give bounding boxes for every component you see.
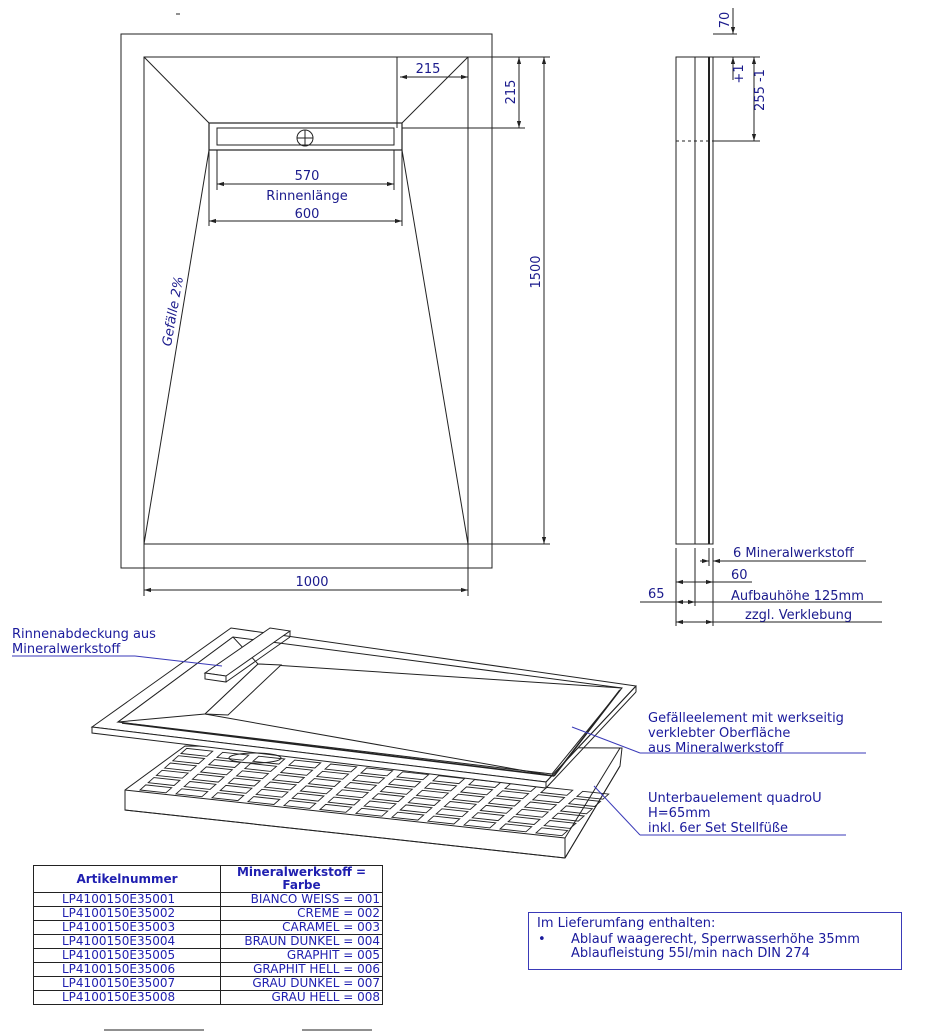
color-code: CARAMEL = 003 (221, 921, 383, 935)
table-row (34, 935, 383, 949)
article-number: LP4100150E35006 (34, 963, 221, 977)
label-slope-element-3: aus Mineralwerkstoff (648, 741, 784, 756)
label-slope: Gefälle 2% (160, 275, 188, 348)
color-code: GRAPHIT = 005 (221, 949, 383, 963)
header-article: Artikelnummer (34, 866, 221, 893)
slope-ridge (144, 150, 209, 544)
parts-table-header (34, 866, 383, 893)
table-row (34, 907, 383, 921)
label-cover-2: Mineralwerkstoff (12, 642, 121, 657)
header-color (221, 866, 383, 893)
dim-channel-570: 570 (294, 169, 320, 184)
header-color-1: Mineralwerkstoff = (236, 865, 367, 879)
label-mineral-6: 6 Mineralwerkstoff (733, 546, 854, 561)
dim-outlet-y: 215 (504, 79, 519, 105)
label-base-3: inkl. 6er Set Stellfüße (648, 821, 789, 836)
label-plus-glue: zzgl. Verklebung (745, 608, 853, 623)
label-slope-element-2: verklebter Oberfläche (648, 726, 791, 741)
article-number: LP4100150E35002 (34, 907, 221, 921)
scope-line-2: Ablaufleistung 55l/min nach DIN 274 (571, 946, 810, 961)
color-code: CREME = 002 (221, 907, 383, 921)
scope-line-1: Ablauf waagerecht, Sperrwasserhöhe 35mm (571, 932, 860, 947)
article-number: LP4100150E35008 (34, 991, 221, 1005)
slope-ridge (402, 150, 468, 544)
label-channel-length: Rinnenlänge (266, 189, 348, 204)
header-color-2: Farbe (282, 878, 321, 892)
table-row (34, 949, 383, 963)
dim-channel-600: 600 (294, 207, 320, 222)
dim-outlet-x: 215 (415, 62, 441, 77)
top-view (121, 14, 550, 596)
dim-side-65: 65 (648, 587, 665, 602)
dim-side-70: 70 (718, 11, 733, 29)
label-slope-element-1: Gefälleelement mit werkseitig (648, 711, 844, 726)
color-code: GRAU HELL = 008 (221, 991, 383, 1005)
parts-table (33, 865, 383, 1005)
article-number: LP4100150E35001 (34, 893, 221, 907)
color-code: GRAU DUNKEL = 007 (221, 977, 383, 991)
label-base-2: H=65mm (648, 806, 711, 821)
article-number: LP4100150E35004 (34, 935, 221, 949)
table-row (34, 963, 383, 977)
dim-side-plus1: +1 (732, 64, 747, 84)
table-row (34, 977, 383, 991)
exploded-view (92, 628, 636, 858)
article-number: LP4100150E35005 (34, 949, 221, 963)
dim-width-1000: 1000 (295, 575, 329, 590)
label-build-height: Aufbauhöhe 125mm (731, 589, 864, 604)
label-base-1: Unterbauelement quadroU (648, 791, 822, 806)
dim-side-255: 255 -1 (753, 69, 768, 111)
table-row (34, 921, 383, 935)
label-cover-1: Rinnenabdeckung aus (12, 627, 156, 642)
table-row (34, 991, 383, 1005)
table-row (34, 893, 383, 907)
scope-box (528, 912, 902, 970)
dim-side-60: 60 (731, 568, 748, 583)
color-code: GRAPHIT HELL = 006 (221, 963, 383, 977)
color-code: BRAUN DUNKEL = 004 (221, 935, 383, 949)
slope-ridge (144, 57, 209, 123)
scope-title: Im Lieferumfang enthalten: (537, 916, 716, 931)
dim-height-1500: 1500 (529, 255, 544, 289)
scope-bullet: • (538, 932, 546, 947)
color-code: BIANCO WEISS = 001 (221, 893, 383, 907)
article-number: LP4100150E35007 (34, 977, 221, 991)
article-number: LP4100150E35003 (34, 921, 221, 935)
